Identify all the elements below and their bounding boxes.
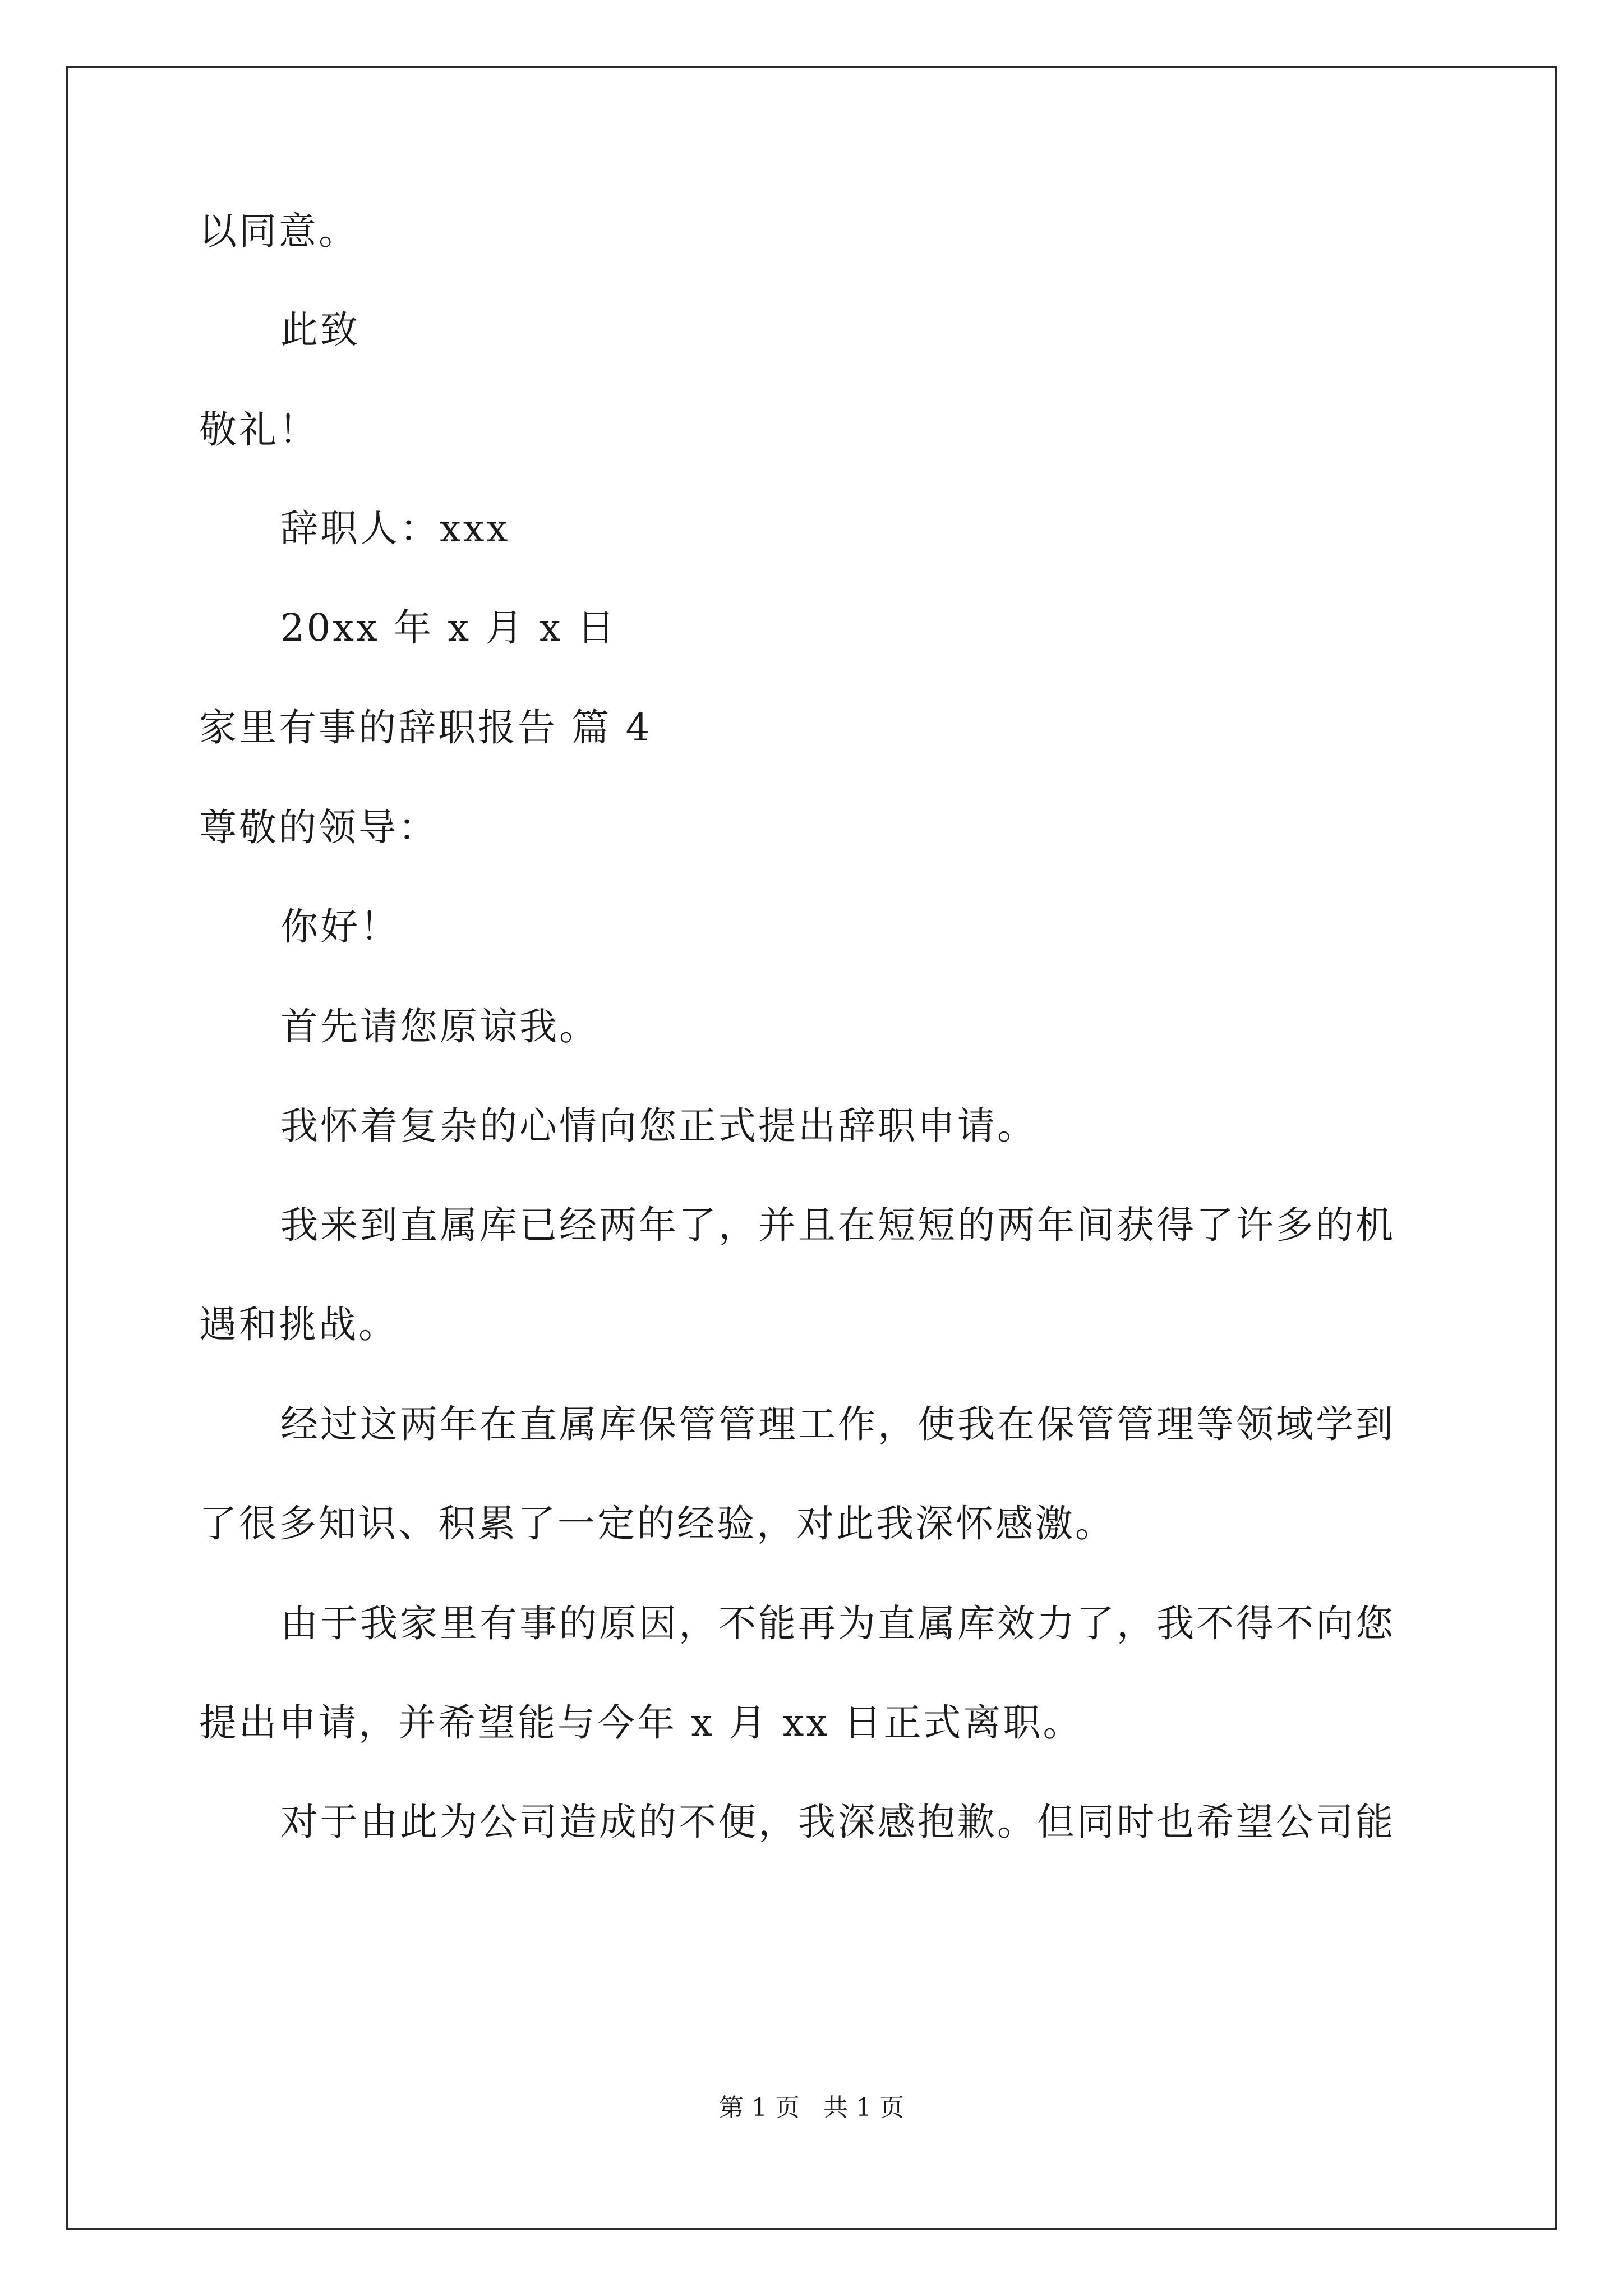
text-line: 首先请您原谅我。	[280, 1005, 599, 1048]
text-line: 提出申请，并希望能与今年 x 月 xx 日正式离职。	[199, 1701, 1083, 1745]
text-line: 遇和挑战。	[199, 1303, 398, 1346]
text-line: 敬礼！	[199, 408, 319, 452]
text-line: 你好！	[280, 905, 400, 949]
text-line: 对于由此为公司造成的不便，我深感抱歉。但同时也希望公司能	[280, 1800, 1395, 1844]
text-line: 我怀着复杂的心情向您正式提出辞职申请。	[280, 1104, 1037, 1148]
text-line: 由于我家里有事的原因，不能再为直属库效力了，我不得不向您	[280, 1602, 1395, 1645]
text-line: 辞职人：xxx	[280, 507, 510, 550]
page-footer	[0, 2091, 1623, 2125]
text-line: 我来到直属库已经两年了，并且在短短的两年间获得了许多的机	[280, 1203, 1395, 1247]
text-line: 以同意。	[199, 209, 358, 253]
text-line: 此致	[280, 308, 360, 352]
text-line: 20xx 年 x 月 x 日	[280, 606, 617, 650]
text-line: 了很多知识、积累了一定的经验，对此我深怀感激。	[199, 1502, 1115, 1545]
page-number: 第 1 页	[719, 2093, 800, 2122]
salutation: 尊敬的领导：	[199, 806, 438, 849]
page-total: 共 1 页	[823, 2093, 904, 2122]
section-heading: 家里有事的辞职报告 篇 4	[199, 706, 652, 749]
text-line: 经过这两年在直属库保管管理工作，使我在保管管理等领域学到	[280, 1402, 1395, 1446]
